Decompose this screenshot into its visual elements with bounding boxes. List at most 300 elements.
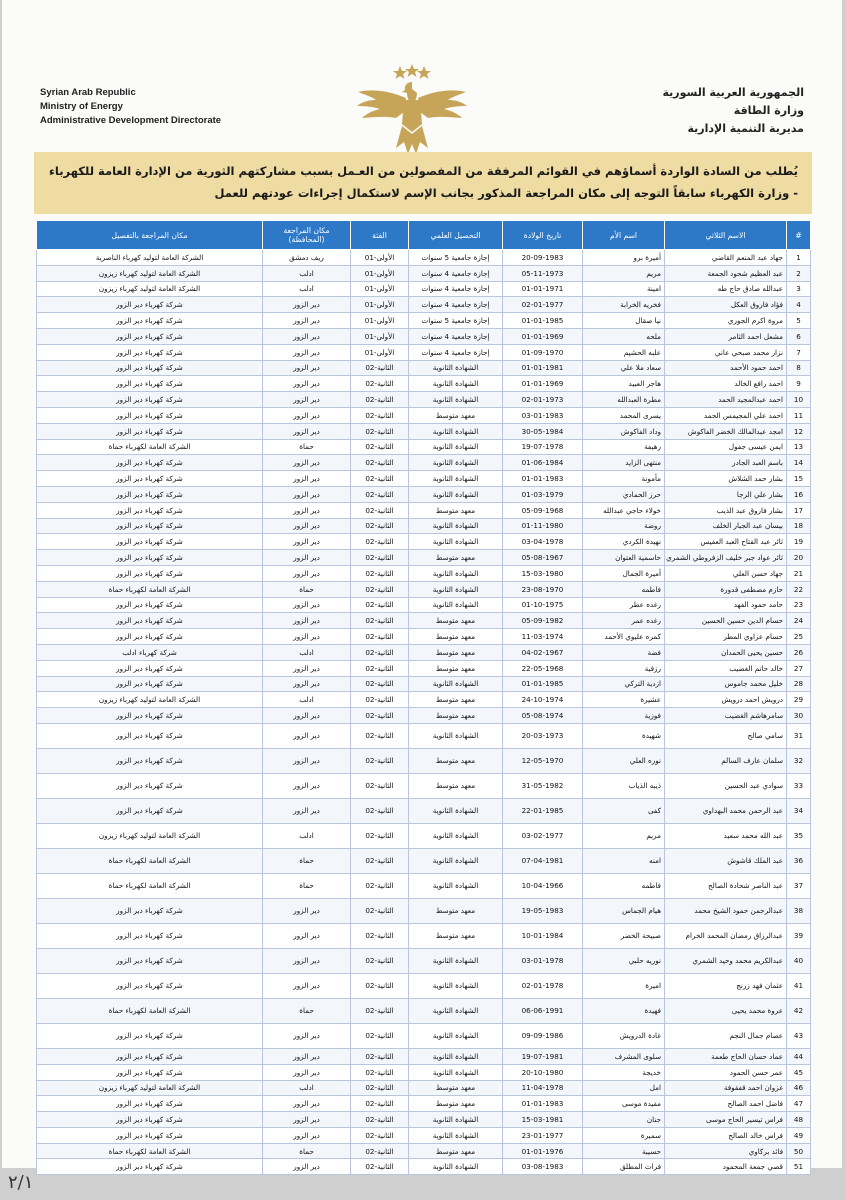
mother-name-cell: امينة bbox=[583, 281, 665, 297]
full-name-cell: عروة محمد يحيى bbox=[665, 998, 787, 1023]
row-number-cell: 25 bbox=[787, 629, 811, 645]
governorate-cell: ادلب bbox=[263, 281, 351, 297]
table-row bbox=[37, 407, 811, 423]
table-row bbox=[37, 948, 811, 973]
grade-cell: الثانية-02 bbox=[351, 1159, 409, 1175]
governorate-cell: دير الزور bbox=[263, 773, 351, 798]
table-row bbox=[37, 376, 811, 392]
table-row bbox=[37, 534, 811, 550]
employees-table bbox=[36, 220, 811, 1175]
birth-date-cell: 01-01-1969 bbox=[503, 328, 583, 344]
mother-name-cell: فخريه الخرابة bbox=[583, 297, 665, 313]
governorate-cell: حماة bbox=[263, 998, 351, 1023]
education-cell: معهد متوسط bbox=[409, 692, 503, 708]
review-place-cell: شركة كهرباء دير الزور bbox=[37, 565, 263, 581]
review-place-cell: الشركة العامة لتوليد كهرباء زيزون bbox=[37, 281, 263, 297]
mother-name-cell: شهيدة bbox=[583, 723, 665, 748]
table-row bbox=[37, 486, 811, 502]
mother-name-cell: منتهى الزايد bbox=[583, 455, 665, 471]
governorate-cell: دير الزور bbox=[263, 1112, 351, 1128]
table-row bbox=[37, 313, 811, 329]
education-cell: الشهادة الثانوية bbox=[409, 486, 503, 502]
col-header: التحصيل العلمي bbox=[409, 221, 503, 250]
mother-name-cell: سعاد ملا علي bbox=[583, 360, 665, 376]
birth-date-cell: 03-04-1978 bbox=[503, 534, 583, 550]
table-row bbox=[37, 1112, 811, 1128]
governorate-cell: دير الزور bbox=[263, 328, 351, 344]
table-row bbox=[37, 1127, 811, 1143]
education-cell: الشهادة الثانوية bbox=[409, 676, 503, 692]
review-place-cell: شركة كهرباء دير الزور bbox=[37, 1159, 263, 1175]
education-cell: الشهادة الثانوية bbox=[409, 873, 503, 898]
full-name-cell: امجد عبدالمالك الخضر الفاكوش bbox=[665, 423, 787, 439]
row-number-cell: 13 bbox=[787, 439, 811, 455]
education-cell: الشهادة الثانوية bbox=[409, 439, 503, 455]
review-place-cell: شركة كهرباء دير الزور bbox=[37, 297, 263, 313]
governorate-cell: دير الزور bbox=[263, 407, 351, 423]
birth-date-cell: 12-05-1970 bbox=[503, 748, 583, 773]
table-row bbox=[37, 502, 811, 518]
table-row bbox=[37, 923, 811, 948]
grade-cell: الثانية-02 bbox=[351, 550, 409, 566]
birth-date-cell: 05-08-1974 bbox=[503, 708, 583, 724]
grade-cell: الثانية-02 bbox=[351, 518, 409, 534]
mother-name-cell: نيا صقال bbox=[583, 313, 665, 329]
review-place-cell: شركة كهرباء دير الزور bbox=[37, 486, 263, 502]
birth-date-cell: 30-05-1984 bbox=[503, 423, 583, 439]
review-place-cell: شركة كهرباء دير الزور bbox=[37, 502, 263, 518]
birth-date-cell: 19-07-1978 bbox=[503, 439, 583, 455]
row-number-cell: 28 bbox=[787, 676, 811, 692]
governorate-cell: دير الزور bbox=[263, 360, 351, 376]
grade-cell: الثانية-02 bbox=[351, 439, 409, 455]
mother-name-cell: مريم bbox=[583, 823, 665, 848]
header-ar-line: مديرية التنمية الإدارية bbox=[687, 122, 804, 135]
full-name-cell: بشار حمد الشلاش bbox=[665, 471, 787, 487]
row-number-cell: 6 bbox=[787, 328, 811, 344]
table-row bbox=[37, 471, 811, 487]
full-name-cell: بشار فاروق عبد الذيب bbox=[665, 502, 787, 518]
full-name-cell: عبد الله محمد سعيد bbox=[665, 823, 787, 848]
table-row bbox=[37, 439, 811, 455]
education-cell: معهد متوسط bbox=[409, 748, 503, 773]
birth-date-cell: 22-01-1985 bbox=[503, 798, 583, 823]
full-name-cell: عبد الملك قاشوش bbox=[665, 848, 787, 873]
col-header: # bbox=[787, 221, 811, 250]
mother-name-cell: كفى bbox=[583, 798, 665, 823]
governorate-cell: حماة bbox=[263, 1143, 351, 1159]
governorate-cell: دير الزور bbox=[263, 708, 351, 724]
full-name-cell: عبدالكريم محمد وحيد الشمري bbox=[665, 948, 787, 973]
mother-name-cell: علبه الحشيم bbox=[583, 344, 665, 360]
birth-date-cell: 05-09-1982 bbox=[503, 613, 583, 629]
mother-name-cell: سلوى المشرف bbox=[583, 1048, 665, 1064]
education-cell: إجازة جامعية 5 سنوات bbox=[409, 250, 503, 266]
governorate-cell: دير الزور bbox=[263, 297, 351, 313]
governorate-cell: حماة bbox=[263, 848, 351, 873]
grade-cell: الثانية-02 bbox=[351, 898, 409, 923]
governorate-cell: ريف دمشق bbox=[263, 250, 351, 266]
education-cell: الشهادة الثانوية bbox=[409, 455, 503, 471]
table-row bbox=[37, 360, 811, 376]
full-name-cell: ثائر عبد الفتاح العبد العفيس bbox=[665, 534, 787, 550]
row-number-cell: 20 bbox=[787, 550, 811, 566]
grade-cell: الثانية-02 bbox=[351, 597, 409, 613]
review-place-cell: شركة كهرباء دير الزور bbox=[37, 708, 263, 724]
row-number-cell: 21 bbox=[787, 565, 811, 581]
mother-name-cell: روضة bbox=[583, 518, 665, 534]
table-row bbox=[37, 250, 811, 266]
mother-name-cell: أميرة الجمال bbox=[583, 565, 665, 581]
birth-date-cell: 03-02-1977 bbox=[503, 823, 583, 848]
mother-name-cell: رغده عطر bbox=[583, 597, 665, 613]
review-place-cell: شركة كهرباء دير الزور bbox=[37, 898, 263, 923]
governorate-cell: دير الزور bbox=[263, 392, 351, 408]
table-row bbox=[37, 550, 811, 566]
mother-name-cell: اميرة bbox=[583, 973, 665, 998]
full-name-cell: عبدالله صادق حاج طه bbox=[665, 281, 787, 297]
education-cell: إجازة جامعية 4 سنوات bbox=[409, 328, 503, 344]
row-number-cell: 19 bbox=[787, 534, 811, 550]
education-cell: الشهادة الثانوية bbox=[409, 423, 503, 439]
table-row bbox=[37, 565, 811, 581]
full-name-cell: فؤاد فاروق العكل bbox=[665, 297, 787, 313]
birth-date-cell: 23-08-1970 bbox=[503, 581, 583, 597]
grade-cell: الثانية-02 bbox=[351, 1112, 409, 1128]
row-number-cell: 16 bbox=[787, 486, 811, 502]
governorate-cell: دير الزور bbox=[263, 486, 351, 502]
grade-cell: الثانية-02 bbox=[351, 629, 409, 645]
governorate-cell: دير الزور bbox=[263, 1023, 351, 1048]
full-name-cell: عبد العظيم شحود الجمعة bbox=[665, 265, 787, 281]
governorate-cell: دير الزور bbox=[263, 565, 351, 581]
grade-cell: الثانية-02 bbox=[351, 1143, 409, 1159]
education-cell: الشهادة الثانوية bbox=[409, 1064, 503, 1080]
birth-date-cell: 01-03-1979 bbox=[503, 486, 583, 502]
review-place-cell: الشركة العامة لكهرباء حماة bbox=[37, 581, 263, 597]
row-number-cell: 48 bbox=[787, 1112, 811, 1128]
mother-name-cell: حاسمية العتوان bbox=[583, 550, 665, 566]
review-place-cell: الشركة العامة لتوليد كهرباء زيزون bbox=[37, 823, 263, 848]
grade-cell: الثانية-02 bbox=[351, 502, 409, 518]
header-ar-line: وزارة الطاقة bbox=[733, 104, 804, 117]
table-row bbox=[37, 660, 811, 676]
full-name-cell: قصي جمعة المحمود bbox=[665, 1159, 787, 1175]
review-place-cell: الشركة العامة لكهرباء حماة bbox=[37, 1143, 263, 1159]
full-name-cell: باسم العبد الجادر bbox=[665, 455, 787, 471]
governorate-cell: حماة bbox=[263, 581, 351, 597]
grade-cell: الثانية-02 bbox=[351, 923, 409, 948]
row-number-cell: 22 bbox=[787, 581, 811, 597]
col-header: الفئة bbox=[351, 221, 409, 250]
table-row bbox=[37, 423, 811, 439]
education-cell: الشهادة الثانوية bbox=[409, 798, 503, 823]
review-place-cell: شركة كهرباء دير الزور bbox=[37, 407, 263, 423]
birth-date-cell: 24-10-1974 bbox=[503, 692, 583, 708]
review-place-cell: شركة كهرباء دير الزور bbox=[37, 550, 263, 566]
review-place-cell: شركة كهرباء دير الزور bbox=[37, 360, 263, 376]
table-row bbox=[37, 676, 811, 692]
full-name-cell: احمد علي المجيمس الحمد bbox=[665, 407, 787, 423]
education-cell: الشهادة الثانوية bbox=[409, 1159, 503, 1175]
row-number-cell: 35 bbox=[787, 823, 811, 848]
table-row bbox=[37, 455, 811, 471]
education-cell: معهد متوسط bbox=[409, 708, 503, 724]
mother-name-cell: سميرة bbox=[583, 1127, 665, 1143]
governorate-cell: دير الزور bbox=[263, 344, 351, 360]
full-name-cell: نزار محمد صبحي عاني bbox=[665, 344, 787, 360]
row-number-cell: 39 bbox=[787, 923, 811, 948]
birth-date-cell: 01-01-1985 bbox=[503, 313, 583, 329]
birth-date-cell: 10-01-1984 bbox=[503, 923, 583, 948]
review-place-cell: الشركة العامة لكهرباء حماة bbox=[37, 998, 263, 1023]
row-number-cell: 17 bbox=[787, 502, 811, 518]
governorate-cell: دير الزور bbox=[263, 660, 351, 676]
table-row bbox=[37, 1159, 811, 1175]
education-cell: الشهادة الثانوية bbox=[409, 998, 503, 1023]
mother-name-cell: رهيفة bbox=[583, 439, 665, 455]
education-cell: الشهادة الثانوية bbox=[409, 823, 503, 848]
mother-name-cell: رزقية bbox=[583, 660, 665, 676]
full-name-cell: عمر حسن الحمود bbox=[665, 1064, 787, 1080]
mother-name-cell: غادة الدرويش bbox=[583, 1023, 665, 1048]
education-cell: معهد متوسط bbox=[409, 613, 503, 629]
full-name-cell: عبدالرزاق رمضان المحمد الخرام bbox=[665, 923, 787, 948]
table-row bbox=[37, 873, 811, 898]
row-number-cell: 32 bbox=[787, 748, 811, 773]
mother-name-cell: أميرة برو bbox=[583, 250, 665, 266]
governorate-cell: دير الزور bbox=[263, 798, 351, 823]
full-name-cell: عبدالرحمن حمود الشيخ محمد bbox=[665, 898, 787, 923]
row-number-cell: 2 bbox=[787, 265, 811, 281]
review-place-cell: شركة كهرباء دير الزور bbox=[37, 376, 263, 392]
row-number-cell: 14 bbox=[787, 455, 811, 471]
mother-name-cell: خديجة bbox=[583, 1064, 665, 1080]
table-row bbox=[37, 281, 811, 297]
row-number-cell: 47 bbox=[787, 1096, 811, 1112]
full-name-cell: حازم مصطفى قدورة bbox=[665, 581, 787, 597]
review-place-cell: الشركة العامة لكهرباء حماة bbox=[37, 873, 263, 898]
review-place-cell: الشركة العامة لكهرباء حماة bbox=[37, 439, 263, 455]
table-row bbox=[37, 265, 811, 281]
table-row bbox=[37, 1143, 811, 1159]
review-place-cell: شركة كهرباء دير الزور bbox=[37, 723, 263, 748]
governorate-cell: دير الزور bbox=[263, 1096, 351, 1112]
birth-date-cell: 11-03-1974 bbox=[503, 629, 583, 645]
governorate-cell: دير الزور bbox=[263, 948, 351, 973]
mother-name-cell: فاطمه bbox=[583, 581, 665, 597]
governorate-cell: دير الزور bbox=[263, 1159, 351, 1175]
row-number-cell: 31 bbox=[787, 723, 811, 748]
birth-date-cell: 01-01-1983 bbox=[503, 471, 583, 487]
education-cell: معهد متوسط bbox=[409, 660, 503, 676]
full-name-cell: سوادي عبد الحسين bbox=[665, 773, 787, 798]
header-english bbox=[40, 86, 221, 128]
table-row bbox=[37, 1064, 811, 1080]
governorate-cell: دير الزور bbox=[263, 518, 351, 534]
education-cell: الشهادة الثانوية bbox=[409, 376, 503, 392]
birth-date-cell: 05-08-1967 bbox=[503, 550, 583, 566]
birth-date-cell: 05-09-1968 bbox=[503, 502, 583, 518]
header-en-line: Ministry of Energy bbox=[40, 101, 123, 112]
table-body bbox=[37, 250, 811, 1175]
notice-banner: يُطلب من السادة الواردة أسماؤهم في القوائم المرفقة من المفصولين من العـمل بسبب مشاركتهم الثورية من الإدارة العامة للكهرباء - وزارة الكهرباء سابقاً التوجه إلى مكان المراجعة المذكور بجانب الإسم لاستكمال إجراءات عودتهم للعمل bbox=[34, 152, 812, 214]
education-cell: معهد متوسط bbox=[409, 644, 503, 660]
birth-date-cell: 31-05-1982 bbox=[503, 773, 583, 798]
full-name-cell: سامرهاشم الغضيب bbox=[665, 708, 787, 724]
grade-cell: الثانية-02 bbox=[351, 644, 409, 660]
governorate-cell: دير الزور bbox=[263, 1048, 351, 1064]
row-number-cell: 12 bbox=[787, 423, 811, 439]
review-place-cell: شركة كهرباء ادلب bbox=[37, 644, 263, 660]
full-name-cell: جهاد حسن العلي bbox=[665, 565, 787, 581]
review-place-cell: الشركة العامة لتوليد كهرباء زيزون bbox=[37, 692, 263, 708]
table-row bbox=[37, 344, 811, 360]
education-cell: معهد متوسط bbox=[409, 502, 503, 518]
governorate-cell: دير الزور bbox=[263, 1064, 351, 1080]
grade-cell: الثانية-02 bbox=[351, 1023, 409, 1048]
mother-name-cell: هيام الجماس bbox=[583, 898, 665, 923]
mother-name-cell: كمره عليوي الأحمد bbox=[583, 629, 665, 645]
education-cell: الشهادة الثانوية bbox=[409, 518, 503, 534]
grade-cell: الثانية-02 bbox=[351, 723, 409, 748]
review-place-cell: شركة كهرباء دير الزور bbox=[37, 1023, 263, 1048]
row-number-cell: 26 bbox=[787, 644, 811, 660]
review-place-cell: شركة كهرباء دير الزور bbox=[37, 313, 263, 329]
birth-date-cell: 01-01-1981 bbox=[503, 360, 583, 376]
review-place-cell: شركة كهرباء دير الزور bbox=[37, 423, 263, 439]
education-cell: معهد متوسط bbox=[409, 629, 503, 645]
mother-name-cell: نوريه حلبي bbox=[583, 948, 665, 973]
table-row bbox=[37, 723, 811, 748]
birth-date-cell: 03-08-1983 bbox=[503, 1159, 583, 1175]
education-cell: معهد متوسط bbox=[409, 898, 503, 923]
education-cell: معهد متوسط bbox=[409, 773, 503, 798]
birth-date-cell: 02-01-1977 bbox=[503, 297, 583, 313]
governorate-cell: حماة bbox=[263, 439, 351, 455]
grade-cell: الأولى-01 bbox=[351, 297, 409, 313]
row-number-cell: 18 bbox=[787, 518, 811, 534]
row-number-cell: 1 bbox=[787, 250, 811, 266]
grade-cell: الثانية-02 bbox=[351, 873, 409, 898]
birth-date-cell: 01-11-1980 bbox=[503, 518, 583, 534]
education-cell: إجازة جامعية 4 سنوات bbox=[409, 265, 503, 281]
birth-date-cell: 03-01-1978 bbox=[503, 948, 583, 973]
row-number-cell: 10 bbox=[787, 392, 811, 408]
row-number-cell: 40 bbox=[787, 948, 811, 973]
birth-date-cell: 19-05-1983 bbox=[503, 898, 583, 923]
full-name-cell: عماد حسان الحاج طعمة bbox=[665, 1048, 787, 1064]
row-number-cell: 4 bbox=[787, 297, 811, 313]
education-cell: الشهادة الثانوية bbox=[409, 1048, 503, 1064]
full-name-cell: فائد بركاوي bbox=[665, 1143, 787, 1159]
full-name-cell: احمد حمود الأحمد bbox=[665, 360, 787, 376]
birth-date-cell: 19-07-1981 bbox=[503, 1048, 583, 1064]
review-place-cell: شركة كهرباء دير الزور bbox=[37, 1048, 263, 1064]
col-header: مكان المراجعة (المحافظة) bbox=[263, 221, 351, 250]
table-row bbox=[37, 773, 811, 798]
governorate-cell: دير الزور bbox=[263, 597, 351, 613]
governorate-cell: دير الزور bbox=[263, 502, 351, 518]
grade-cell: الثانية-02 bbox=[351, 613, 409, 629]
table-row bbox=[37, 1096, 811, 1112]
birth-date-cell: 05-11-1973 bbox=[503, 265, 583, 281]
review-place-cell: شركة كهرباء دير الزور bbox=[37, 1064, 263, 1080]
education-cell: إجازة جامعية 4 سنوات bbox=[409, 297, 503, 313]
review-place-cell: شركة كهرباء دير الزور bbox=[37, 613, 263, 629]
governorate-cell: دير الزور bbox=[263, 613, 351, 629]
full-name-cell: فراس تيسير الحاج موسى bbox=[665, 1112, 787, 1128]
birth-date-cell: 06-06-1991 bbox=[503, 998, 583, 1023]
table-row bbox=[37, 898, 811, 923]
governorate-cell: دير الزور bbox=[263, 898, 351, 923]
mother-name-cell: فهيدة bbox=[583, 998, 665, 1023]
full-name-cell: عبد الرحمن محمد البهداوي bbox=[665, 798, 787, 823]
table-header-row bbox=[37, 221, 811, 250]
row-number-cell: 27 bbox=[787, 660, 811, 676]
row-number-cell: 50 bbox=[787, 1143, 811, 1159]
grade-cell: الثانية-02 bbox=[351, 660, 409, 676]
mother-name-cell: خولاء حاجي عبدالله bbox=[583, 502, 665, 518]
table-row bbox=[37, 518, 811, 534]
birth-date-cell: 22-05-1968 bbox=[503, 660, 583, 676]
mother-name-cell: امنه bbox=[583, 848, 665, 873]
governorate-cell: دير الزور bbox=[263, 550, 351, 566]
mother-name-cell: مفيدة موسى bbox=[583, 1096, 665, 1112]
mother-name-cell: عشيرة bbox=[583, 692, 665, 708]
education-cell: الشهادة الثانوية bbox=[409, 565, 503, 581]
birth-date-cell: 20-10-1980 bbox=[503, 1064, 583, 1080]
birth-date-cell: 11-04-1978 bbox=[503, 1080, 583, 1096]
birth-date-cell: 10-04-1966 bbox=[503, 873, 583, 898]
row-number-cell: 9 bbox=[787, 376, 811, 392]
grade-cell: الثانية-02 bbox=[351, 1064, 409, 1080]
governorate-cell: دير الزور bbox=[263, 455, 351, 471]
review-place-cell: شركة كهرباء دير الزور bbox=[37, 948, 263, 973]
review-place-cell: شركة كهرباء دير الزور bbox=[37, 798, 263, 823]
row-number-cell: 51 bbox=[787, 1159, 811, 1175]
grade-cell: الثانية-02 bbox=[351, 1080, 409, 1096]
eagle-emblem-icon bbox=[352, 62, 472, 162]
row-number-cell: 3 bbox=[787, 281, 811, 297]
full-name-cell: حسين يحيى الحمدان bbox=[665, 644, 787, 660]
grade-cell: الثانية-02 bbox=[351, 823, 409, 848]
grade-cell: الثانية-02 bbox=[351, 423, 409, 439]
education-cell: الشهادة الثانوية bbox=[409, 973, 503, 998]
birth-date-cell: 01-10-1975 bbox=[503, 597, 583, 613]
education-cell: الشهادة الثانوية bbox=[409, 597, 503, 613]
mother-name-cell: حسيبة bbox=[583, 1143, 665, 1159]
grade-cell: الثانية-02 bbox=[351, 773, 409, 798]
education-cell: الشهادة الثانوية bbox=[409, 534, 503, 550]
full-name-cell: ايمن عيسى جفول bbox=[665, 439, 787, 455]
governorate-cell: ادلب bbox=[263, 823, 351, 848]
table-row bbox=[37, 798, 811, 823]
grade-cell: الثانية-02 bbox=[351, 676, 409, 692]
mother-name-cell: امل bbox=[583, 1080, 665, 1096]
birth-date-cell: 02-01-1978 bbox=[503, 973, 583, 998]
grade-cell: الثانية-02 bbox=[351, 407, 409, 423]
education-cell: الشهادة الثانوية bbox=[409, 723, 503, 748]
governorate-cell: دير الزور bbox=[263, 973, 351, 998]
governorate-cell: ادلب bbox=[263, 1080, 351, 1096]
grade-cell: الأولى-01 bbox=[351, 313, 409, 329]
table-row bbox=[37, 692, 811, 708]
review-place-cell: شركة كهرباء دير الزور bbox=[37, 629, 263, 645]
grade-cell: الثانية-02 bbox=[351, 471, 409, 487]
review-place-cell: شركة كهرباء دير الزور bbox=[37, 597, 263, 613]
header-arabic bbox=[662, 84, 804, 138]
